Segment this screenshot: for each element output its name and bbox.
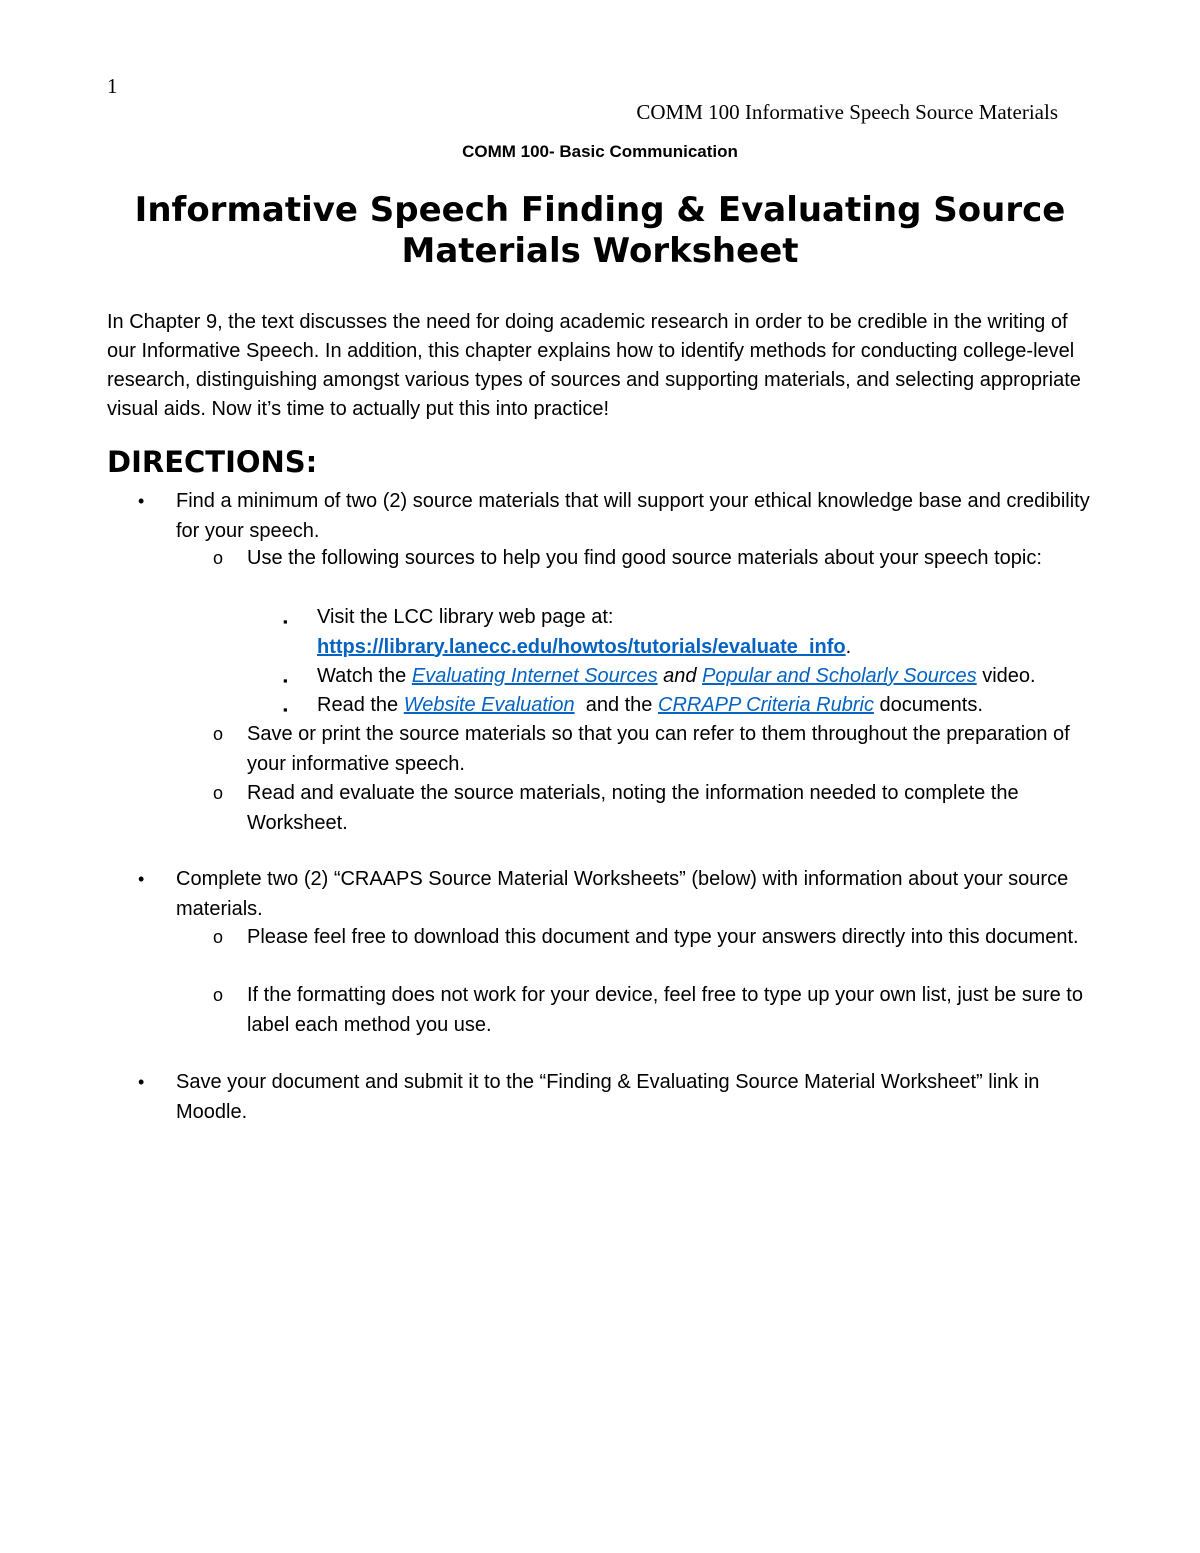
list-item: ▪ Watch the Evaluating Internet Sources and Popular and Scholarly Sources video.	[317, 662, 1097, 692]
list-item	[138, 1068, 1096, 1127]
list-item-text: Save your document and submit it to the “Finding & Evaluating Source Material Worksheet” link in Moodle.	[176, 1071, 1040, 1123]
list-item	[213, 923, 1097, 953]
page-number: 1	[107, 74, 118, 98]
list-item-text: If the formatting does not work for your device, feel free to type up your own list, just be sure to label each method you use.	[247, 984, 1083, 1036]
bullet-disc-icon: •	[138, 491, 145, 511]
list-item	[213, 544, 1097, 574]
list-item	[213, 779, 1097, 838]
bullet-circle-icon: o	[213, 548, 224, 568]
list-item	[213, 720, 1097, 779]
bullet-circle-icon: o	[213, 783, 224, 803]
bullet-circle-icon: o	[213, 724, 224, 744]
list-item	[138, 487, 1096, 546]
bullet-square-icon: ▪	[283, 702, 288, 717]
list-item-text: Find a minimum of two (2) source materials that will support your ethical knowledge base and credibility for your speech.	[176, 490, 1090, 542]
bullet-circle-icon: o	[213, 927, 224, 947]
website-evaluation-link[interactable]: Website Evaluation	[403, 694, 575, 716]
directions-heading: DIRECTIONS:	[107, 445, 318, 479]
list-item-text: Save or print the source materials so that you can refer to them throughout the preparation of your informative speech.	[247, 723, 1070, 775]
list-item-text: Visit the LCC library web page at:	[317, 606, 614, 628]
list-item	[213, 981, 1097, 1040]
list-item-text: Use the following sources to help you find good source materials about your speech topic:	[247, 547, 1042, 569]
popular-scholarly-sources-link[interactable]: Popular and Scholarly Sources	[702, 665, 977, 687]
bullet-square-icon: ▪	[283, 673, 288, 688]
bullet-circle-icon: o	[213, 985, 224, 1005]
crrapp-rubric-link[interactable]: CRRAPP Criteria Rubric	[658, 694, 874, 716]
list-item-text: Read and evaluate the source materials, noting the information needed to complete the Worksheet.	[247, 782, 1019, 834]
intro-paragraph: In Chapter 9, the text discusses the need for doing academic research in order to be credible in the writing of our Informative Speech. In addition, this chapter explains how to identify methods for conducting college-level research, distinguishing amongst various types of sources and supporting materials, and selecting appropriate visual aids. Now it’s time to actually put this into practice!	[107, 311, 1081, 420]
bullet-disc-icon: •	[138, 869, 145, 889]
list-item: ▪ Read the Website Evaluation and the CRRAPP Criteria Rubric documents.	[317, 691, 1097, 721]
running-header: COMM 100 Informative Speech Source Materials	[636, 100, 1058, 124]
list-item-text: Please feel free to download this document and type your answers directly into this document.	[247, 926, 1079, 948]
course-line: COMM 100- Basic Communication	[462, 142, 738, 161]
list-item-text: Complete two (2) “CRAAPS Source Material Worksheets” (below) with information about your source materials.	[176, 868, 1069, 920]
bullet-square-icon: ▪	[283, 614, 288, 629]
bullet-disc-icon: •	[138, 1072, 145, 1092]
document-title: Informative Speech Finding & Evaluating Source Materials Worksheet	[134, 190, 1066, 271]
library-link[interactable]: https://library.lanecc.edu/howtos/tutorials/evaluate_info	[317, 635, 846, 658]
list-item	[138, 865, 1096, 924]
list-item: ▪ Visit the LCC library web page at: https://library.lanecc.edu/howtos/tutorials/evaluate_info.	[283, 606, 852, 658]
evaluating-internet-sources-link[interactable]: Evaluating Internet Sources	[411, 665, 658, 687]
